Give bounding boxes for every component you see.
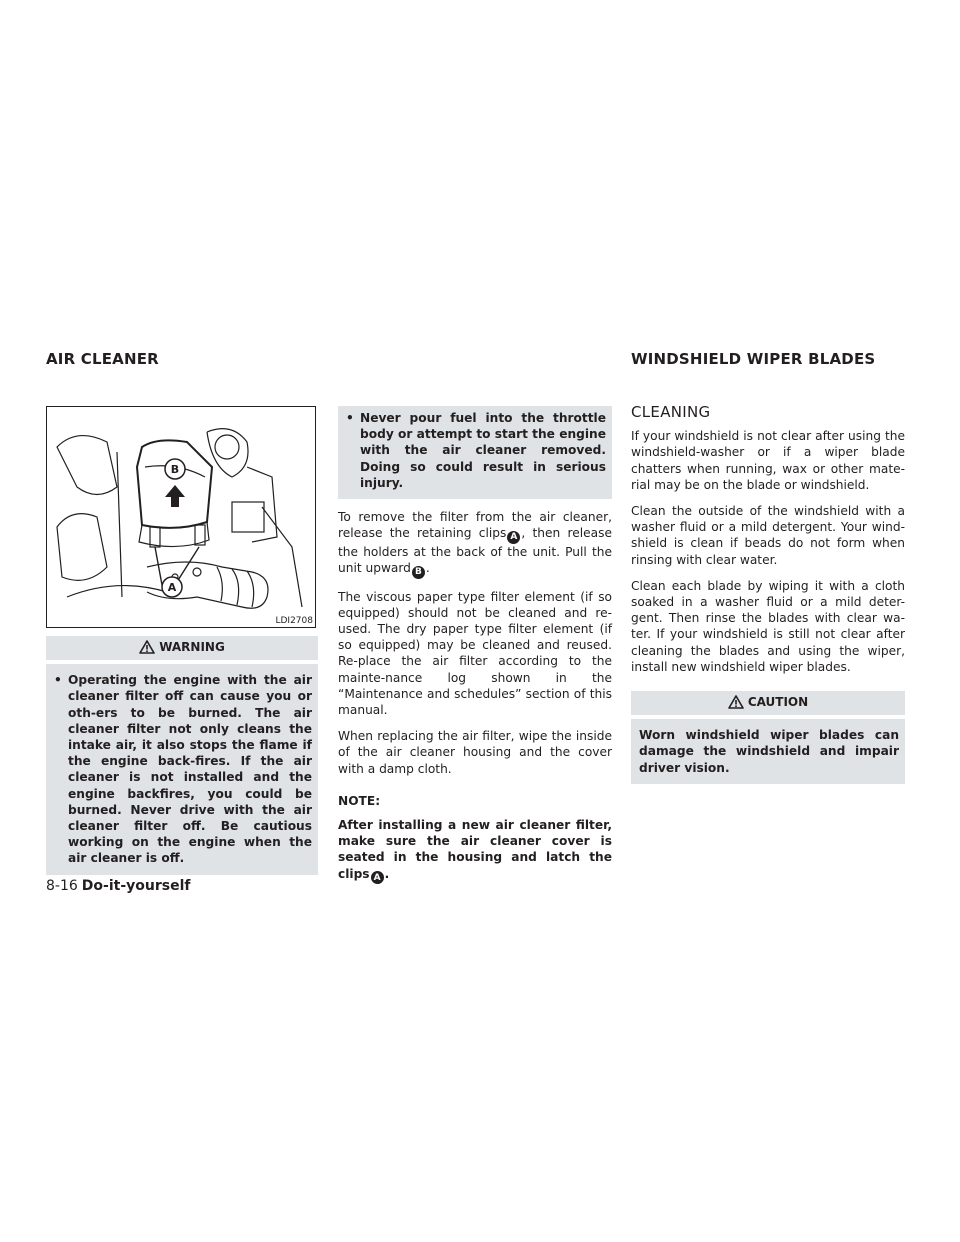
- page-footer: [46, 878, 190, 894]
- caution-label: CAUTION: [747, 695, 809, 710]
- caution-text: Worn windshield wiper blades can damage the windshield and impair driver vision.: [639, 728, 899, 775]
- air-cleaner-figure: [46, 406, 316, 628]
- cleaning-paragraph-1: If your windshield is not clear after using the windshield-washer or if a wiper blade chatters when running, wax or other mate-rial may be on the blade or windshield.: [631, 429, 905, 492]
- warning-divider: [46, 660, 318, 664]
- caution-box: [631, 691, 905, 784]
- note-label: NOTE:: [338, 793, 381, 808]
- cleaning-paragraph-3: Clean each blade by wiping it with a cloth soaked in a washer fluid or a mild deter-gent. Then rinse the blades with clear wa-ter. If your windshield is still not clear after cleaning the blades and using the wiper, install new windshield wiper blades.: [631, 578, 905, 674]
- svg-text:B: B: [170, 463, 180, 476]
- caution-icon: [728, 695, 744, 709]
- warning-bullet-item-2: [338, 410, 612, 491]
- filter-element-paragraph: The viscous paper type filter element (if so equipped) should not be cleaned and re-used. The dry paper type filter element (if so equipped) may be cleaned and reused. Re-place the air filter according to the mainte-nance log shown in the “Maintenance and schedules” section of this manual.: [338, 589, 612, 718]
- note-text: After installing a new air cleaner filter, make sure the air cleaner cover is seated in the housing and latch the clips A .: [338, 818, 612, 883]
- warning-box-continued: [338, 406, 612, 499]
- cleaning-paragraph-2: Clean the outside of the windshield with a washer fluid or a mild detergent. Your wind-shield is clean if beads do not form when rinsing with clear water.: [631, 504, 905, 567]
- section-title-wiper-blades: WINDSHIELD WIPER BLADES: [631, 350, 876, 368]
- warning-text: Operating the engine with the air cleaner filter off can cause you or oth-ers to be burned. The air cleaner filter not only cleans the intake air, it also stops the flame if the engine back-fires. If the air cleaner is not installed and the engine backfires, you could be burned. Never drive with the air cleaner filter off. Be cautious working on the engine when the air cleaner is off.: [68, 673, 312, 866]
- bullet-dot: •: [346, 411, 354, 425]
- callout-b: B: [412, 566, 425, 579]
- caution-header: [631, 691, 905, 716]
- section-title-air-cleaner: AIR CLEANER: [46, 350, 159, 368]
- warning-icon: [139, 640, 155, 654]
- remove-filter-paragraph: To remove the filter from the air cleaner, release the retaining clips A , then release the holders at the back of the unit. Pull the unit upward B .: [338, 510, 612, 578]
- callout-a: A: [507, 531, 520, 544]
- figure-code: LDI2708: [275, 616, 313, 626]
- warning-bullet-item: [46, 672, 318, 866]
- warning-label: WARNING: [159, 640, 225, 654]
- page-number: 8-16: [46, 878, 78, 894]
- middle-column: [338, 406, 612, 884]
- warning-header: [46, 636, 318, 661]
- right-column: [631, 404, 905, 784]
- cleaning-subhead: CLEANING: [631, 403, 711, 421]
- caution-divider: [631, 715, 905, 719]
- svg-text:A: A: [167, 581, 177, 594]
- footer-section: Do-it-yourself: [81, 878, 191, 894]
- warning-box-left: [46, 636, 318, 875]
- bullet-dot: •: [54, 673, 62, 688]
- engine-illustration: [47, 407, 315, 627]
- warning-text-2: Never pour fuel into the throttle body or attempt to start the engine with the air cleaner removed. Doing so could result in serious injury.: [360, 411, 606, 490]
- replace-filter-paragraph: When replacing the air filter, wipe the inside of the air cleaner housing and the cover with a damp cloth.: [338, 729, 612, 776]
- callout-a-note: A: [371, 871, 384, 884]
